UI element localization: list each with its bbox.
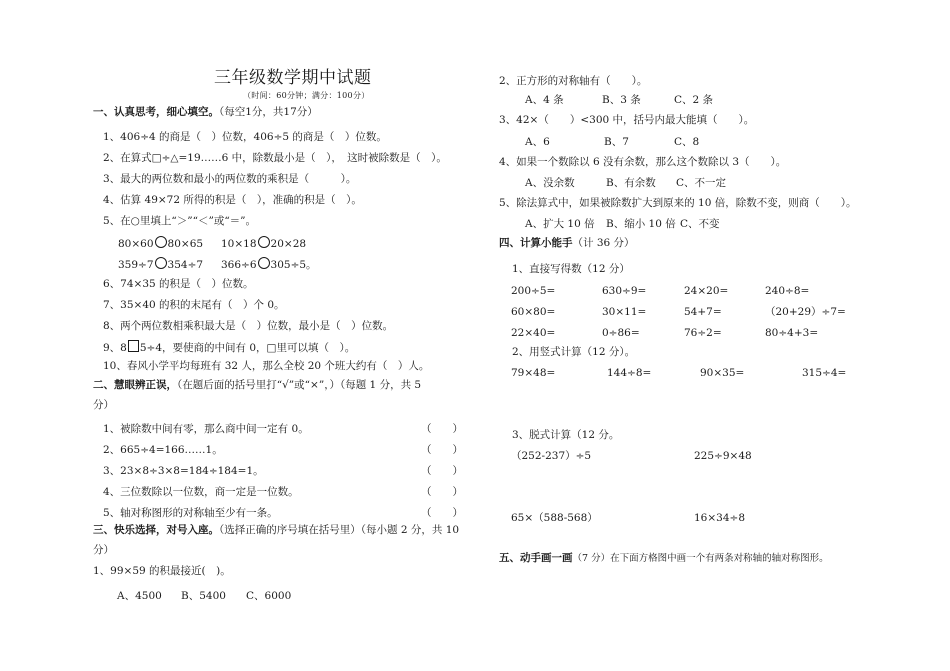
question-1-5: 5、在○里填上“＞”“＜”或“＝”。 [103, 215, 257, 227]
section4-heading [499, 236, 635, 250]
question-text: 9、8 [103, 342, 127, 354]
choice-4-option-b[interactable]: B、有余数 [606, 177, 656, 189]
tf-answer-3[interactable]: （ ） [421, 465, 463, 477]
question-1-9 [103, 340, 355, 355]
section1-note: （每空1分，共17分） [219, 106, 318, 118]
oral-calc: 0÷86= [602, 327, 640, 339]
oral-calc: 22×40= [511, 327, 556, 339]
choice-3-option-a[interactable]: A、6 [525, 136, 550, 148]
oral-calc: 60×80= [511, 306, 556, 318]
compare-left: 80×60 [118, 238, 154, 250]
choice-4-option-c[interactable]: C、不一定 [676, 177, 727, 189]
section3-title: 三、快乐选择，对号入座。 [93, 524, 219, 536]
choice-3-option-c[interactable]: C、8 [674, 136, 700, 148]
tf-question-2: 2、665÷4=166……1。 [103, 444, 223, 456]
oral-calc: （20+29）÷7= [765, 306, 846, 318]
oral-calc: 24×20= [684, 285, 729, 297]
stepwise-calc: 16×34÷8 [694, 512, 745, 524]
section3-heading [93, 523, 459, 537]
part2-title: 2、用竖式计算（12 分）。 [512, 346, 636, 358]
oral-calc: 240÷8= [765, 285, 810, 297]
section3-note-cont: 分） [93, 544, 114, 556]
compare-right: 80×65 [167, 238, 204, 250]
compare-left: 10×18 [221, 238, 257, 250]
choice-4-option-a[interactable]: A、没余数 [525, 177, 575, 189]
oral-calc: 200÷5= [511, 285, 556, 297]
section5-heading [499, 551, 829, 566]
section5-title: 五、动手画一画 [499, 552, 573, 564]
compare-right: 354÷7 [167, 259, 204, 271]
section2-note-cont: 分） [93, 399, 114, 411]
choice-2-option-c[interactable]: C、2 条 [674, 94, 714, 106]
part1-title: 1、直接写得数（12 分） [512, 263, 630, 275]
vertical-calc: 90×35= [700, 367, 745, 379]
oral-calc: 76÷2= [684, 327, 722, 339]
question-1-1: 1、406÷4 的商是（ ）位数，406÷5 的商是（ ）位数。 [103, 131, 387, 143]
compare-right: 20×28 [270, 238, 307, 250]
choice-2-option-b[interactable]: B、3 条 [602, 94, 641, 106]
compare-right: 305÷5。 [270, 259, 317, 271]
question-1-3: 3、最大的两位数和最小的两位数的乘积是（ ）。 [103, 173, 357, 185]
oral-calc: 30×11= [602, 306, 647, 318]
choice-3-option-b[interactable]: B、7 [604, 136, 629, 148]
compare-3 [118, 257, 203, 272]
tf-answer-2[interactable]: （ ） [421, 444, 463, 456]
tf-answer-1[interactable]: （ ） [421, 423, 463, 435]
choice-1-option-b[interactable]: B、5400 [181, 590, 226, 602]
section4-note: （计 36 分） [572, 237, 635, 249]
choice-1-option-a[interactable]: A、4500 [117, 590, 162, 602]
oral-calc: 54+7= [684, 306, 722, 318]
blank-circle-icon[interactable] [258, 257, 270, 269]
section2-title: 二、慧眼辨正误， [93, 379, 177, 391]
choice-question-2: 2、正方形的对称轴有（ ）。 [499, 75, 648, 87]
choice-question-5: 5、除法算式中，如果被除数扩大到原来的 10 倍，除数不变，则商（ ）。 [499, 197, 857, 209]
question-text: 5÷4，要使商的中间有 0，□里可以填（ ）。 [139, 342, 356, 354]
question-1-10: 10、春风小学平均每班有 32 人，那么全校 20 个班大约有（ ）人。 [103, 360, 430, 372]
tf-question-3: 3、23×8÷3×8=184÷184=1。 [103, 465, 264, 477]
section1-title: 一、认真思考，细心填空。 [93, 106, 219, 118]
tf-question-1: 1、被除数中间有零，那么商中间一定有 0。 [103, 423, 309, 435]
vertical-calc: 315÷4= [802, 367, 847, 379]
stepwise-calc: 225÷9×48 [694, 450, 752, 462]
question-1-8: 8、两个两位数相乘积最大是（ ）位数，最小是（ ）位数。 [103, 320, 394, 332]
page-title: 三年级数学期中试题 [214, 68, 372, 88]
compare-1 [118, 236, 203, 251]
blank-square-icon[interactable] [128, 340, 139, 352]
tf-question-5: 5、轴对称图形的对称轴至少有一条。 [103, 507, 278, 519]
question-1-6: 6、74×35 的积是（ ）位数。 [103, 278, 254, 290]
oral-calc: 630÷9= [602, 285, 647, 297]
compare-4 [221, 257, 317, 272]
tf-question-4: 4、三位数除以一位数，商一定是一位数。 [103, 486, 299, 498]
question-1-2: 2、在算式□÷△=19……6 中，除数最小是（ ）， 这时被除数是（ ）。 [103, 152, 447, 164]
compare-left: 366÷6 [221, 259, 257, 271]
exam-info: （时间：60分钟；满分：100分） [243, 91, 370, 100]
choice-question-3: 3、42×（ ）<300 中，括号内最大能填（ ）。 [499, 114, 755, 126]
choice-question-1: 1、99×59 的积最接近( )。 [93, 565, 231, 577]
choice-question-4: 4、如果一个数除以 6 没有余数，那么这个数除以 3（ ）。 [499, 156, 787, 168]
stepwise-calc: 65×（588-568） [511, 512, 598, 524]
choice-5-option-b[interactable]: B、缩小 10 倍 [606, 218, 676, 230]
compare-left: 359÷7 [118, 259, 154, 271]
section4-title: 四、计算小能手 [499, 237, 573, 249]
blank-circle-icon[interactable] [155, 236, 167, 248]
choice-5-option-a[interactable]: A、扩大 10 倍 [525, 218, 595, 230]
tf-answer-4[interactable]: （ ） [421, 486, 463, 498]
section3-note: （选择正确的序号填在括号里）（每小题 2 分，共 10 [219, 524, 460, 536]
blank-circle-icon[interactable] [258, 236, 270, 248]
question-1-7: 7、35×40 的积的末尾有（ ）个 0。 [103, 299, 285, 311]
choice-5-option-c[interactable]: C、不变 [680, 218, 720, 230]
stepwise-calc: （252-237）÷5 [511, 450, 592, 462]
tf-answer-5[interactable]: （ ） [421, 507, 463, 519]
section5-note: （7 分）在下面方格图中画一个有两条对称轴的轴对称图形。 [572, 553, 829, 564]
question-1-4: 4、估算 49×72 所得的积是（ ），准确的积是（ ）。 [103, 194, 362, 206]
section2-note: （在题后面的括号里打“√”或“×”，）（每题 1 分，共 5 [177, 379, 422, 391]
compare-2 [221, 236, 306, 251]
section2-heading [93, 378, 421, 392]
vertical-calc: 144÷8= [607, 367, 652, 379]
vertical-calc: 79×48= [511, 367, 556, 379]
blank-circle-icon[interactable] [155, 257, 167, 269]
choice-1-option-c[interactable]: C、6000 [246, 590, 292, 602]
part3-title: 3、脱式计算（12 分。 [512, 429, 620, 441]
section1-heading [93, 105, 318, 119]
oral-calc: 80÷4+3= [765, 327, 819, 339]
choice-2-option-a[interactable]: A、4 条 [525, 94, 564, 106]
